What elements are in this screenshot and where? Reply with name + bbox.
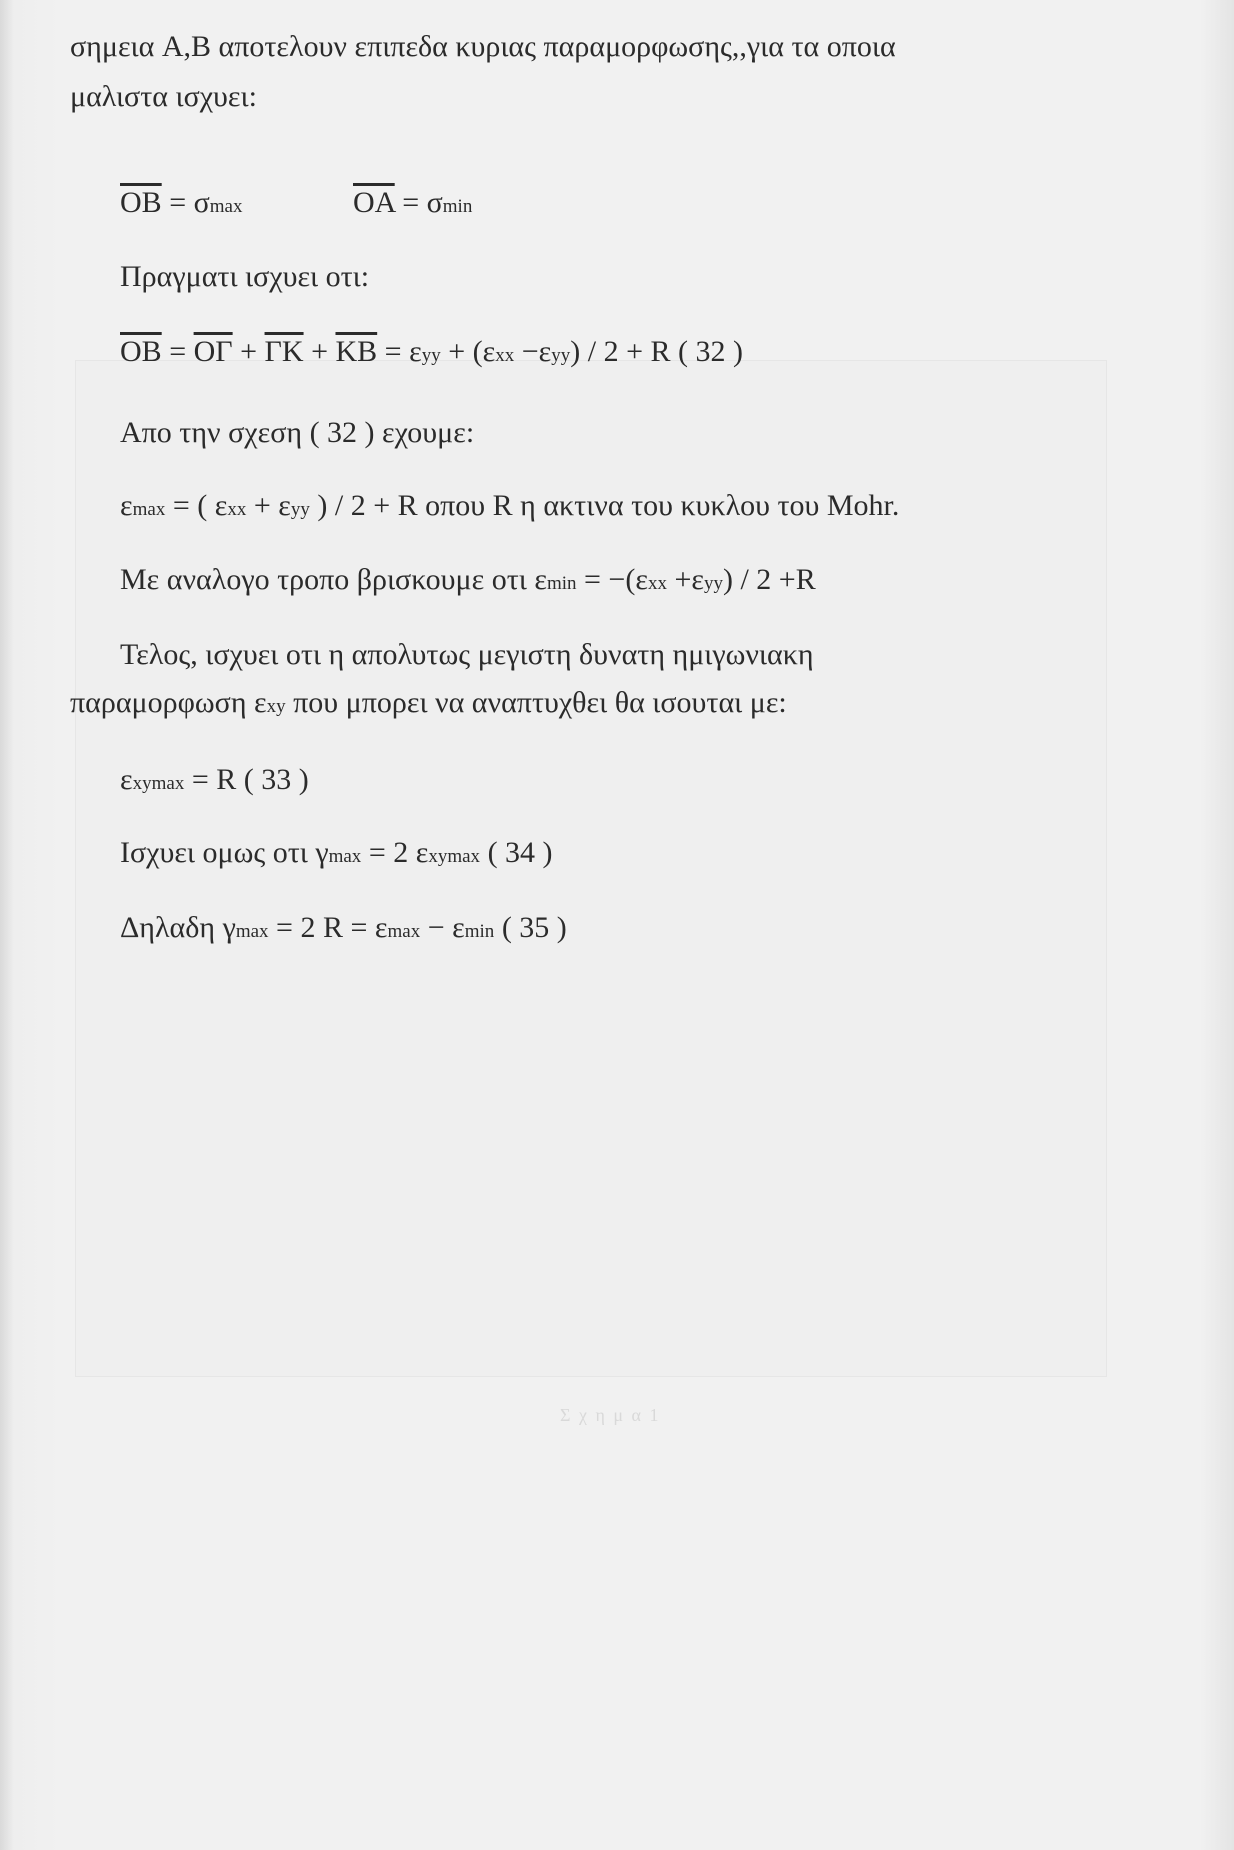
equation-oa-sigma-min: $\overline{OA} = \sigma\min$	[353, 186, 473, 219]
equation-epsilon-max: εmax = ( εxx + εyy ) / 2 + R οπου R η ακτινα του κυκλου του Mohr.	[120, 489, 900, 522]
equation-34: Ισχυει ομως οτι γmax = 2 εxymax ( 34 )	[120, 836, 553, 869]
equation-epsilon-min: Με αναλογο τροπο βρισκουμε οτι εmin = −(εxx +εyy) / 2 +R	[120, 563, 816, 596]
equation-32: $\overline{OB} = \overline{O\Gamma} + \overline{\Gamma K} + \overline{KB} = \varepsilon yy + (\varepsilon xx -\varepsilon yy) / 2 + R$ ( 32 )	[120, 335, 743, 368]
intro-line-1: σημεια A,B αποτελουν επιπεδα κυριας παραμορφωσης,,για τα οποια	[70, 30, 896, 63]
text-indeed: Πραγματι ισχυει οτι:	[120, 260, 370, 293]
text-from-relation-32: Απο την σχεση ( 32 ) εχουμε:	[120, 416, 475, 449]
equation-ob-sigma-max: $\overline{OB} = \sigma\max$	[120, 186, 243, 219]
finally-line-1: Τελος, ισχυει οτι η απολυτως μεγιστη δυνατη ημιγωνιακη	[120, 638, 814, 671]
finally-line-2: παραμορφωση εxy που μπορει να αναπτυχθει θα ισουται με:	[70, 686, 787, 719]
equation-35: Δηλαδη γmax = 2 R = εmax − εmin ( 35 )	[120, 911, 567, 944]
faint-figure-caption: Σ χ η μ α 1	[560, 1405, 661, 1425]
equation-33: εxymax = R ( 33 )	[120, 763, 309, 796]
intro-line-2: μαλιστα ισχυει:	[70, 80, 257, 113]
